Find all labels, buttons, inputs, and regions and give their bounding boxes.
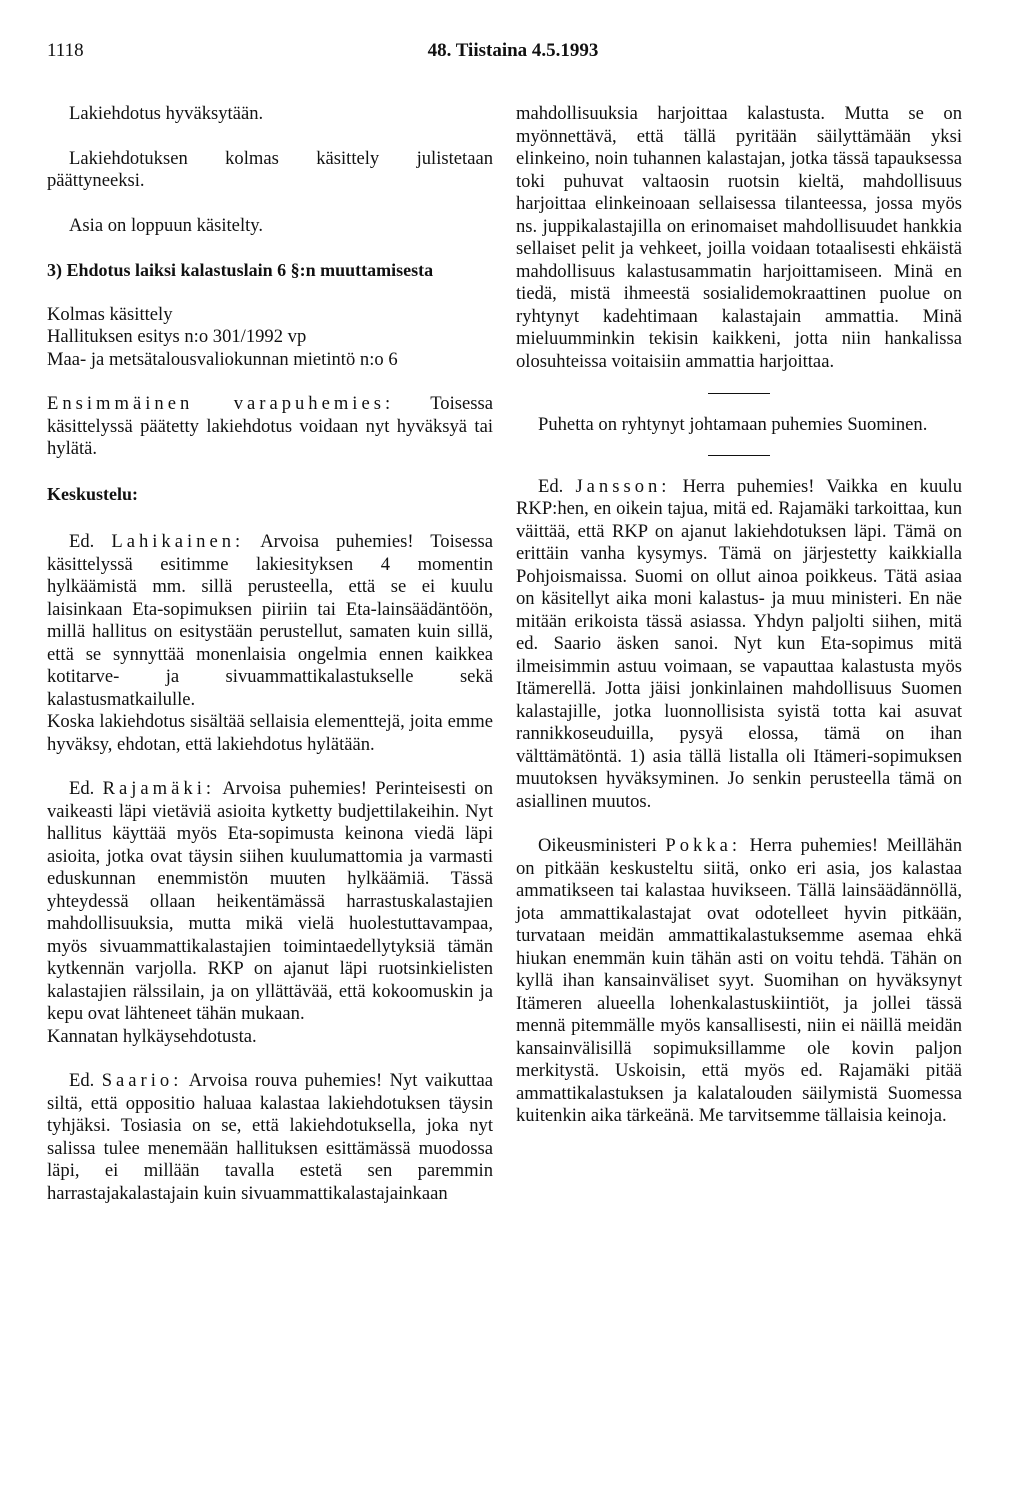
speech bbox=[47, 531, 493, 711]
speaker-name: Ensimmäinen varapuhemies: bbox=[47, 393, 395, 414]
speech bbox=[47, 1070, 493, 1205]
speech-text: Toisessa käsittelyssä päätetty lakiehdotus voidaan nyt hyväksyä tai hylätä. bbox=[47, 393, 493, 459]
issue-title: 48. Tiistaina 4.5.1993 bbox=[427, 40, 599, 61]
speaker-prefix: Ed. bbox=[538, 475, 564, 497]
page-number: 1118 bbox=[47, 40, 84, 61]
divider bbox=[708, 393, 770, 394]
speaker-name: Rajamäki: bbox=[102, 778, 216, 799]
speaker-name: Jansson: bbox=[575, 475, 671, 497]
speech bbox=[47, 778, 493, 1026]
committee-report: Maa- ja metsätalousvaliokunnan mietintö n:o 6 bbox=[47, 348, 398, 370]
speech-text: Herra puhemies! Meillähän on pitkään keskusteltu siitä, onko eri asia, jos kalastaa ammatikseen tai kalastaa huvikseen. Tällä lainsäädännöllä, jota ammattikalastajat ovat odotelleet hyvin pitkään, turvataan meidän ammattikalastuksemme asemaa ehkä hiukan enemmän kuin tähän asti on voitu tehdä. Tähän on kyllä ihan kansainväliset syyt. Suomihan on hyväksynyt Itämeren alueella lohenkalastuskiintiöt, ja jollei tässä mennä pitemmälle myös kansallisesti, niin ei näillä meidän kansainvälisillä sopimuksillamme ole kovin paljon merkitystä. Uskoisin, että myös ed. Rajamäki pitää ammattikalastuksen ja kalatalouden säilymistä Suomessa kuitenkin aika tärkeänä. Me tarvitsemme tällaisia keinoja. bbox=[516, 835, 963, 1126]
left-column bbox=[47, 103, 493, 1205]
divider bbox=[708, 455, 770, 456]
item-heading: 3) Ehdotus laiksi kalastuslain 6 §:n muuttamisesta bbox=[47, 260, 434, 280]
speaker-name: Pokka: bbox=[665, 835, 742, 856]
speech bbox=[516, 835, 962, 1128]
paragraph: Kannatan hylkäysehdotusta. bbox=[47, 1025, 257, 1047]
speaker-prefix: Ed. bbox=[69, 1070, 95, 1091]
speech bbox=[47, 393, 493, 461]
paragraph: Koska lakiehdotus sisältää sellaisia elementtejä, joita emme hyväksy, ehdotan, että lakiehdotus hylätään. bbox=[47, 711, 493, 755]
right-column bbox=[516, 103, 962, 1128]
paragraph: Lakiehdotus hyväksytään. bbox=[69, 103, 264, 124]
speech-text: Arvoisa puhemies! Toisessa käsittelyssä esitimme lakiesityksen 4 momentin hylkäämistä mm. sillä perusteella, että se ei kuulu laisinkaan Eta-sopimuksen piiriin tai Eta-lainsäädäntöön, millä hallitus on esitystään perustellut, samaten kuin sillä, että se synnyttää monenlaisia ongelmia ennen kaikkea kotitarve- ja sivuammattikalastukselle sekä kalastusmatkailulle. bbox=[47, 531, 493, 710]
paragraph: Lakiehdotuksen kolmas käsittely julistetaan päättyneeksi. bbox=[47, 147, 493, 191]
speech bbox=[516, 476, 962, 814]
speaker-name: Lahikainen: bbox=[111, 531, 245, 552]
speaker-prefix: Oikeusministeri bbox=[538, 835, 657, 856]
speech-text: Arvoisa rouva puhemies! Nyt vaikuttaa siltä, että oppositio haluaa kalastaa lakiehdotuksen täysin tyhjäksi. Tosiasia on se, että lakiehdotuksella, joka nyt salissa tulee menemään hallituksen esittämässä muodossa läpi, ei millään tavalla estetä sen paremmin harrastajakalastajain kuin sivuammattikalastajainkaan bbox=[47, 1070, 493, 1204]
discussion-heading: Keskustelu: bbox=[47, 483, 139, 504]
page-header bbox=[47, 40, 979, 70]
speaker-name: Saario: bbox=[101, 1070, 183, 1091]
paragraph: mahdollisuuksia harjoittaa kalastusta. Mutta se on myönnettävä, että tällä pyritään säilyttämään yksi elinkeino, noin tuhannen kalastajan, jotka tässä tapauksessa toki puhuvat valtaosin ruotsin kieltä, mahdollisuus harjoittaa elinkeinoaan sellaisessa tilanteessa, jossa myös ns. juppikalastajilla on erinomaiset mahdollisuudet hankkia sellaiset pelit ja vehkeet, joilla voidaan totaalisesti ehkäistä mahdollisuus kalastusammatin harjoittamiseen. Minä en tiedä, mistä ihmeestä sosialidemokraattinen puolue on ryhtynyt kadehtimaan kalastajain ammattia. Minä mieluumminkin tekisin kaikkeni, jotta niin hankalissa olosuhteissa voitaisiin ammattia harjoittaa. bbox=[516, 103, 962, 372]
processing-stage: Kolmas käsittely bbox=[47, 303, 173, 325]
government-bill: Hallituksen esitys n:o 301/1992 vp bbox=[47, 326, 307, 347]
paragraph: Asia on loppuun käsitelty. bbox=[69, 214, 264, 236]
speaker-prefix: Ed. bbox=[69, 778, 95, 799]
speaker-prefix: Ed. bbox=[69, 531, 95, 552]
speech-text: Herra puhemies! Vaikka en kuulu RKP:hen, en oikein tajua, mitä ed. Rajamäki tarkoittaa, kun väittää, että RKP on ajanut lakiehdotuksen läpi. Tämä on erittäin vanha kysymys. Tämä on järjestetty kaikkialla Pohjoismaissa. Suomi on ollut ainoa poikkeus. Tätä asiaa on käsitellyt aika moni kalastus- ja muu ministeri. En näe mitään erikoista tässä asiassa. Yhdyn paljolti siihen, mitä ed. Saario äsken sanoi. Nyt kun Eta-sopimus mitä ilmeisimmin astuu voimaan, se vapauttaa kalastusta myös Itämerellä. Jotta jäisi jonkinlainen mahdollisuus Suomen kalastajille, jotka luonnollisista syistä totta kai asuvat rannikkoseuduilla, pysyä elossa, tämä on ihan välttämätöntä. 1) asia tällä listalla oli Itämeri-sopimuksen muutoksen hyväksyminen. Jo senkin perusteella tämä on asiallinen muutos. bbox=[516, 475, 963, 812]
speech-text: Arvoisa puhemies! Perinteisesti on vaikeasti läpi vietäviä asioita kytketty budjettilakeihin. Nyt hallitus käyttää myös Eta-sopimusta keinona viedä läpi asioita, jotka ovat täysin siihen kuulumattomia ja varmasti eduskunnan enemmistön muuten hylkäämiä. Tässä yhteydessä ollaan heikentämässä harrastuskalastajien mahdollisuuksia, mutta mikä vielä huolestuttavampaa, myös sivuammattikalastajien toimintaedellytyksiä tämän kytkennän varjolla. RKP on ajanut läpi ruotsinkielisten kalastajien rälssilain, ja on yllättävää, että kokoomuskin ja kepu ovat lähteneet tähän mukaan. bbox=[47, 778, 494, 1024]
chair-note: Puhetta on ryhtynyt johtamaan puhemies Suominen. bbox=[538, 414, 928, 435]
